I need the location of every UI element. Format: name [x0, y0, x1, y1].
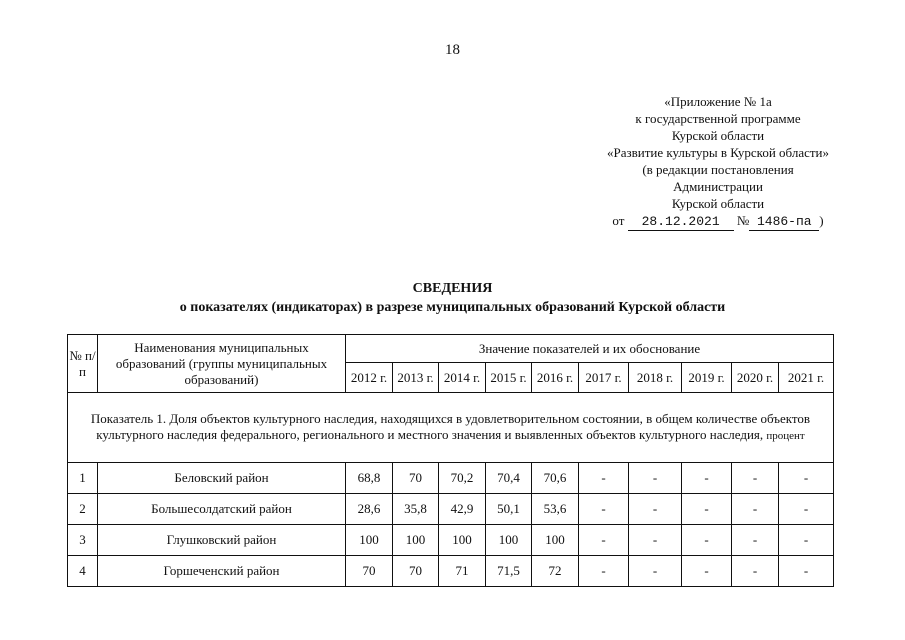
year-cell: 2020 г. — [732, 363, 779, 393]
value-cell: 100 — [393, 525, 439, 556]
value-cell: 42,9 — [439, 494, 486, 525]
value-cell: - — [579, 463, 629, 494]
row-num: 4 — [68, 556, 98, 587]
appendix-line: «Развитие культуры в Курской области» — [606, 145, 830, 160]
year-cell: 2012 г. — [346, 363, 393, 393]
resolution-date: 28.12.2021 — [628, 213, 734, 231]
header-values: Значение показателей и их обоснование — [346, 335, 834, 363]
year-cell: 2017 г. — [579, 363, 629, 393]
table-row — [68, 494, 834, 525]
value-cell: - — [682, 463, 732, 494]
year-cell: 2016 г. — [532, 363, 579, 393]
title-sub: о показателях (индикаторах) в разрезе муниципальных образований Курской области — [179, 300, 726, 315]
value-cell: - — [579, 525, 629, 556]
value-cell: - — [579, 556, 629, 587]
appendix-line: (в редакции постановления — [642, 162, 794, 177]
value-cell: 35,8 — [393, 494, 439, 525]
value-cell: - — [629, 556, 682, 587]
row-name: Большесолдатский район — [98, 494, 346, 525]
value-cell: - — [732, 463, 779, 494]
value-cell: - — [629, 463, 682, 494]
appendix-line: Администрации — [673, 179, 763, 194]
value-cell: - — [779, 525, 834, 556]
year-cell: 2019 г. — [682, 363, 732, 393]
row-num: 3 — [68, 525, 98, 556]
value-cell: 72 — [532, 556, 579, 587]
appendix-line: Курской области — [671, 196, 765, 211]
value-cell: - — [682, 525, 732, 556]
table-row — [68, 463, 834, 494]
value-cell: - — [682, 556, 732, 587]
value-cell: 50,1 — [486, 494, 532, 525]
value-cell: 68,8 — [346, 463, 393, 494]
row-num: 1 — [68, 463, 98, 494]
year-cell: 2015 г. — [486, 363, 532, 393]
value-cell: - — [579, 494, 629, 525]
value-cell: - — [779, 494, 834, 525]
row-name: Горшеченский район — [98, 556, 346, 587]
value-cell: 70,6 — [532, 463, 579, 494]
page-number: 18 — [445, 42, 460, 58]
indicator-row — [68, 393, 834, 463]
value-cell: - — [779, 556, 834, 587]
value-cell: - — [682, 494, 732, 525]
appendix-line: к государственной программе — [635, 111, 801, 126]
indicator-text: Показатель 1. Доля объектов культурного наследия, находящихся в удовлетворительном состоянии, в общем количестве объектов культурного наследия федерального, регионального и местного значения и выявленных объектов культурного наследия, — [90, 411, 811, 442]
value-cell: 70,2 — [439, 463, 486, 494]
value-cell: 70,4 — [486, 463, 532, 494]
title-main: СВЕДЕНИЯ — [412, 281, 493, 296]
header-num: № п/п — [68, 335, 98, 393]
year-cell: 2013 г. — [393, 363, 439, 393]
value-cell: 100 — [346, 525, 393, 556]
value-cell: 71 — [439, 556, 486, 587]
value-cell: 70 — [346, 556, 393, 587]
appendix-date-line: от 28.12.2021 № 1486-па ) — [612, 213, 824, 229]
table-row — [68, 525, 834, 556]
indicators-table — [67, 334, 834, 587]
value-cell: - — [779, 463, 834, 494]
row-name: Глушковский район — [98, 525, 346, 556]
value-cell: 28,6 — [346, 494, 393, 525]
appendix-line: Курской области — [671, 128, 765, 143]
value-cell: 71,5 — [486, 556, 532, 587]
value-cell: 100 — [486, 525, 532, 556]
value-cell: 70 — [393, 463, 439, 494]
table-row — [68, 556, 834, 587]
year-cell: 2014 г. — [439, 363, 486, 393]
value-cell: - — [732, 494, 779, 525]
year-cell: 2018 г. — [629, 363, 682, 393]
header-name: Наименования муниципальных образований (группы муниципальных образований) — [98, 335, 346, 393]
year-cell: 2021 г. — [779, 363, 834, 393]
value-cell: - — [732, 556, 779, 587]
indicator-unit: процент — [766, 430, 805, 442]
value-cell: 53,6 — [532, 494, 579, 525]
value-cell: 100 — [532, 525, 579, 556]
value-cell: - — [732, 525, 779, 556]
value-cell: - — [629, 494, 682, 525]
appendix-block — [588, 93, 848, 231]
appendix-line: «Приложение № 1а — [664, 94, 772, 109]
row-num: 2 — [68, 494, 98, 525]
resolution-number: 1486-па — [749, 213, 819, 231]
row-name: Беловский район — [98, 463, 346, 494]
value-cell: 100 — [439, 525, 486, 556]
value-cell: 70 — [393, 556, 439, 587]
document-title — [0, 279, 905, 317]
value-cell: - — [629, 525, 682, 556]
